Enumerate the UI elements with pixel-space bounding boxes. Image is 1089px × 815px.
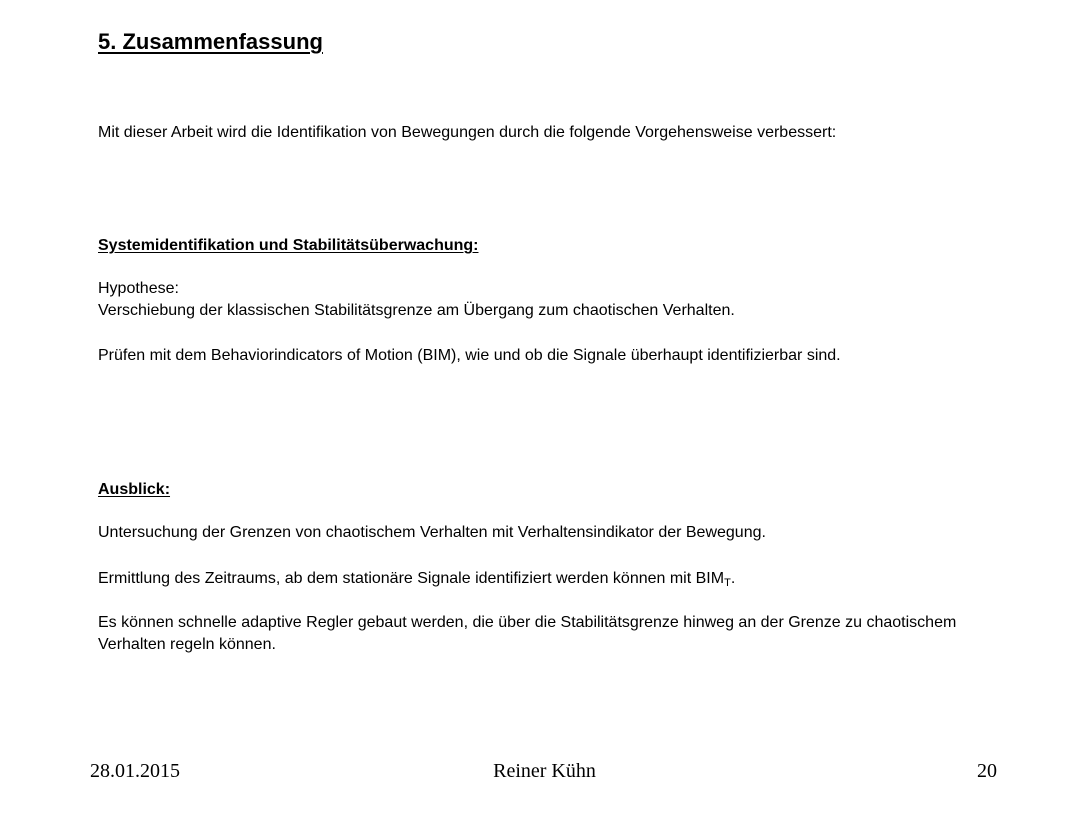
section-heading-ausblick xyxy=(98,479,978,501)
intro-paragraph xyxy=(98,122,978,144)
hypothesis-block xyxy=(98,278,978,322)
ausblick-item-1 xyxy=(98,522,978,544)
ausblick-item-3-text: Es können schnelle adaptive Regler gebaut werden, die über die Stabilitätsgrenze hinweg an der Grenze zu chaotischem Verhalten regeln können. xyxy=(98,614,957,653)
intro-text: Mit dieser Arbeit wird die Identifikation von Bewegungen durch die folgende Vorgehensweise verbessert: xyxy=(98,124,837,141)
bim-text: Prüfen mit dem Behaviorindicators of Motion (BIM), wie und ob die Signale überhaupt identifizierbar sind. xyxy=(98,347,841,364)
ausblick-item-2-text: Ermittlung des Zeitraums, ab dem stationäre Signale identifiziert werden können mit BIM xyxy=(98,570,725,587)
footer-author: Reiner Kühn xyxy=(493,760,596,782)
section2-heading: Ausblick: xyxy=(98,481,171,498)
hypothesis-text: Verschiebung der klassischen Stabilitätsgrenze am Übergang zum chaotischen Verhalten. xyxy=(98,302,735,319)
section1-heading: Systemidentifikation und Stabilitätsüberwachung: xyxy=(98,237,479,254)
bim-subscript: T xyxy=(724,577,731,589)
bim-paragraph xyxy=(98,345,978,367)
ausblick-item-2-paragraph xyxy=(98,568,978,590)
section-heading-systemidentifikation xyxy=(98,235,978,257)
slide-title: 5. Zusammenfassung xyxy=(98,29,323,54)
footer-date: 28.01.2015 xyxy=(90,760,180,782)
ausblick-item-3 xyxy=(98,612,978,656)
hypothesis-label: Hypothese: xyxy=(98,280,179,297)
footer-page-number: 20 xyxy=(977,760,997,782)
ausblick-item-2 xyxy=(98,568,978,590)
ausblick-item-1-text: Untersuchung der Grenzen von chaotischem Verhalten mit Verhaltensindikator der Bewegung. xyxy=(98,524,766,541)
ausblick-item-2-end: . xyxy=(730,570,736,587)
